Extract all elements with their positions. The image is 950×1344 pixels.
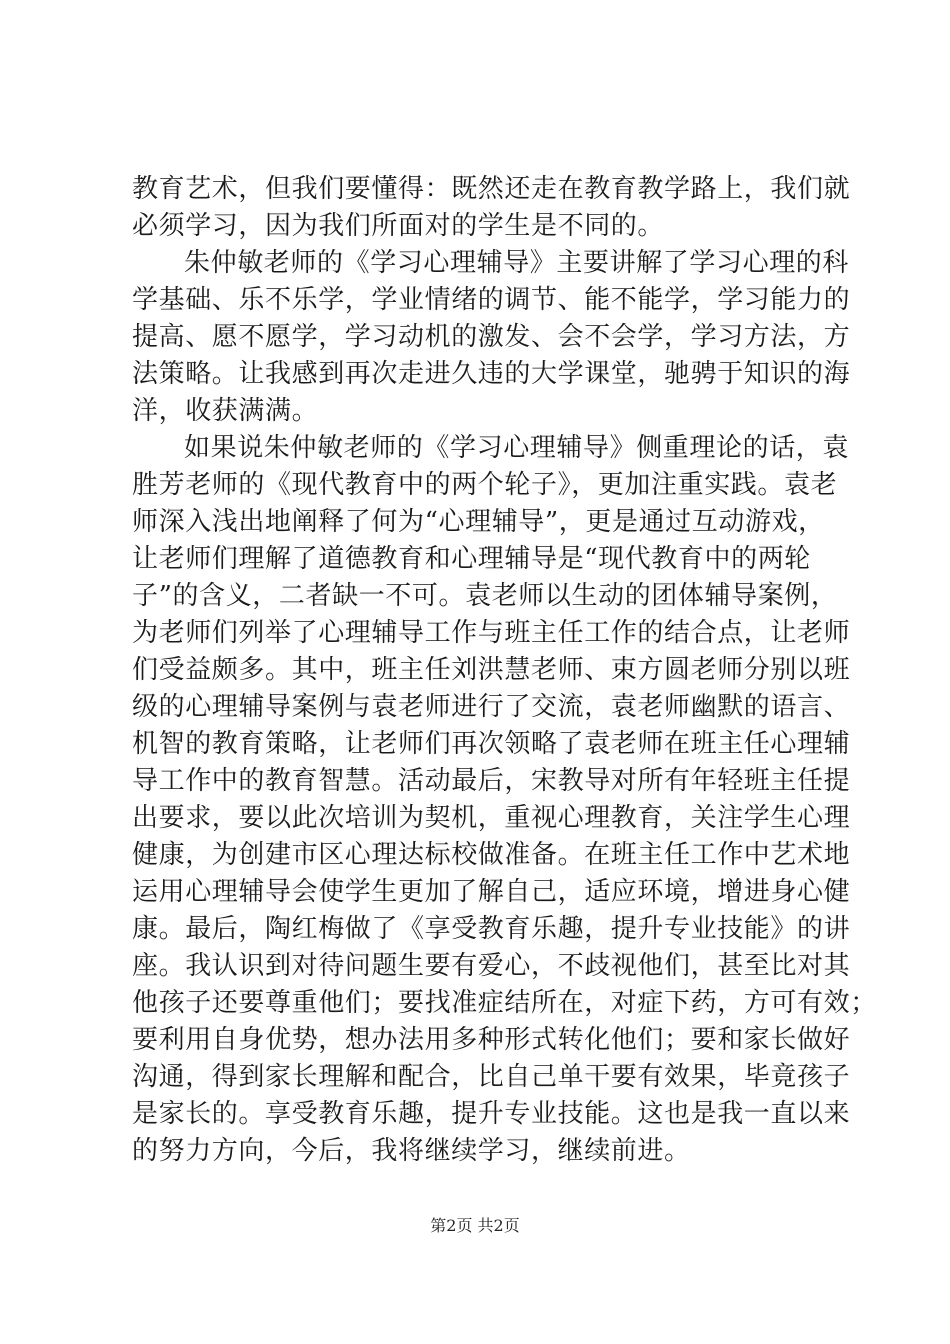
text-line: 出要求，要以此次培训为契机，重视心理教育，关注学生心理 [132, 803, 851, 833]
paragraph [132, 430, 877, 1170]
paragraph [132, 171, 851, 245]
paragraph [132, 245, 851, 430]
text-line: 朱仲敏老师的《学习心理辅导》主要讲解了学习心理的科 [184, 248, 850, 278]
text-line: 健康，为创建市区心理达标校做准备。在班主任工作中艺术地 [132, 840, 851, 870]
text-line: 运用心理辅导会使学生更加了解自己，适应环境，增进身心健 [132, 877, 851, 907]
text-line: 机智的教育策略，让老师们再次领略了袁老师在班主任心理辅 [132, 729, 851, 759]
text-line: 法策略。让我感到再次走进久违的大学课堂，驰骋于知识的海 [132, 359, 851, 389]
text-line: 洋，收获满满。 [132, 396, 319, 426]
text-line: 沟通，得到家长理解和配合，比自己单干要有效果，毕竟孩子 [132, 1062, 851, 1092]
document-body [132, 171, 877, 1170]
text-line: 座。我认识到对待问题生要有爱心，不歧视他们，甚至比对其 [132, 951, 851, 981]
text-line: 学基础、乐不乐学，学业情绪的调节、能不能学，学习能力的 [132, 285, 851, 315]
text-line: 如果说朱仲敏老师的《学习心理辅导》侧重理论的话，袁 [184, 433, 850, 463]
text-line: 提高、愿不愿学，学习动机的激发、会不会学，学习方法，方 [132, 322, 851, 352]
text-line: 的努力方向，今后，我将继续学习，继续前进。 [132, 1136, 691, 1166]
page-number-footer: 第2页 共2页 [430, 1216, 520, 1235]
text-line: 们受益颇多。其中，班主任刘洪慧老师、束方圆老师分别以班 [132, 655, 851, 685]
text-line: 康。最后，陶红梅做了《享受教育乐趣，提升专业技能》的讲 [132, 914, 851, 944]
text-line: 教育艺术，但我们要懂得：既然还走在教育教学路上，我们就 [132, 174, 851, 204]
text-line: 子”的含义，二者缺一不可。袁老师以生动的团体辅导案例， [132, 581, 838, 611]
text-line: 胜芳老师的《现代教育中的两个轮子》，更加注重实践。袁老 [132, 470, 838, 500]
text-line: 他孩子还要尊重他们；要找准症结所在，对症下药，方可有效； [132, 988, 877, 1018]
text-line: 必须学习，因为我们所面对的学生是不同的。 [132, 211, 665, 241]
text-line: 让老师们理解了道德教育和心理辅导是“现代教育中的两轮 [132, 544, 811, 574]
text-line: 为老师们列举了心理辅导工作与班主任工作的结合点，让老师 [132, 618, 851, 648]
text-line: 是家长的。享受教育乐趣，提升专业技能。这也是我一直以来 [132, 1099, 851, 1129]
text-line: 级的心理辅导案例与袁老师进行了交流，袁老师幽默的语言、 [132, 692, 851, 722]
text-line: 要利用自身优势，想办法用多种形式转化他们；要和家长做好 [132, 1025, 851, 1055]
text-line: 导工作中的教育智慧。活动最后，宋教导对所有年轻班主任提 [132, 766, 851, 796]
text-line: 师深入浅出地阐释了何为“心理辅导”，更是通过互动游戏， [132, 507, 825, 537]
